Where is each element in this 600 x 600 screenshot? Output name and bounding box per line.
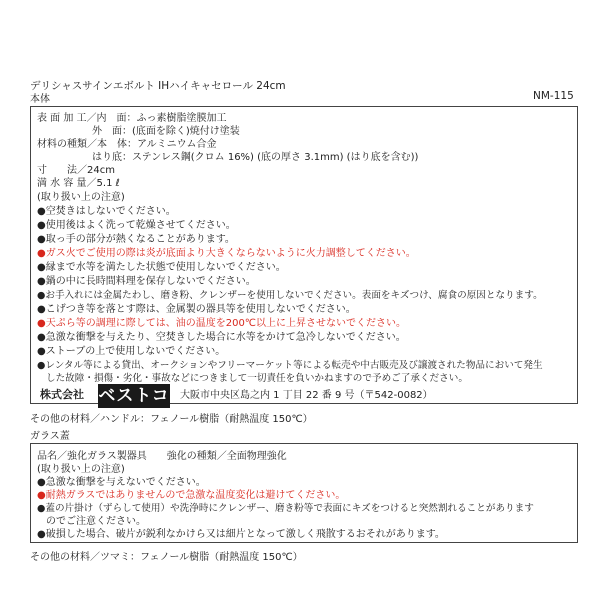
section-label-body: 本体 [30,94,50,105]
spec-dimension: 寸 法／24cm [37,165,115,176]
spec-material-base: はり底：ステンレス鋼(クロム 16%) (底の厚さ 3.1mm) (はり底を含む)) [92,152,419,163]
note-item: ●レンタル等による貸出、オークションやフリーマーケット等による転売や中古販売及び譲渡された物品において発生 [37,360,543,371]
lid-note-item: ●急激な衝撃を与えないでください。 [37,477,206,488]
note-item: ●急激な衝撃を与えたり、空焚きした場合に水等をかけて急冷しないでください。 [37,332,406,343]
spec-material-body: 材料の種類／本 体：アルミニウム合金 [37,139,217,150]
spec-surface-outer: 外 面：(底面を除く)焼付け塗装 [92,126,240,137]
lid-spec: 品名／強化ガラス製器具 強化の種類／全面物理強化 [37,451,287,462]
lid-note-item-continued: のでご注意ください。 [46,516,146,527]
company-address: 大阪市中央区島之内 1 丁目 22 番 9 号（〒542-0082） [180,390,433,401]
note-item: ●お手入れには金属たわし、磨き粉、クレンザーを使用しないでください。表面をキズつけ、腐食の原因となります。 [37,290,543,301]
note-item-warning: ●ガス火でご使用の際は炎が底面より大きくならないように火力調整してください。 [37,248,416,259]
lid-note-item: ●破損した場合、破片が鋭利なかけら又は細片となって激しく飛散するおそれがあります。 [37,529,445,540]
product-title: デリシャスサインエボルト IHハイキャセロール 24cm [30,80,286,92]
note-item: ●取っ手の部分が熱くなることがあります。 [37,234,235,245]
lid-note-item-warning: ●耐熱ガラスではありませんので急激な温度変化は避けてください。 [37,490,346,501]
model-number: NM-115 [533,90,574,102]
spec-surface-inner: 表 面 加 工／内 面：ふっ素樹脂塗膜加工 [37,113,227,124]
notes-heading: (取り扱い上の注意) [37,192,125,203]
section-label-lid: ガラス蓋 [30,431,70,442]
lid-note-item: ●蓋の片掛け（ずらして使用）や洗浄時にクレンザー、磨き粉等で表面にキズをつけると突然割れることがあります [37,503,534,514]
note-item: ●ストーブの上で使用しないでください。 [37,346,226,357]
company-logo: ベストコ [98,386,170,406]
note-item: ●こげつき等を落とす際は、金属製の器具等を使用しないでください。 [37,304,356,315]
lid-notes-heading: (取り扱い上の注意) [37,464,125,475]
note-item-warning: ●天ぷら等の調理に際しては、油の温度を200℃以上に上昇させないでください。 [37,318,407,329]
other-material-handle: その他の材料／ハンドル：フェノール樹脂（耐熱温度 150℃） [30,414,313,425]
spec-capacity: 満 水 容 量／5.1 ℓ [37,178,120,189]
note-item-continued: した故障・損傷・劣化・事故などにつきまして一切責任を負いかねますので予めご了承ください。 [46,373,468,384]
note-item: ●空焚きはしないでください。 [37,206,176,217]
note-item: ●鍋の中に長時間料理を保存しないでください。 [37,276,256,287]
note-item: ●使用後はよく洗って乾燥させてください。 [37,220,236,231]
company-name: 株式会社 [40,388,84,401]
other-material-knob: その他の材料／ツマミ：フェノール樹脂（耐熱温度 150℃） [30,552,303,563]
note-item: ●縁まで水等を満たした状態で使用しないでください。 [37,262,286,273]
